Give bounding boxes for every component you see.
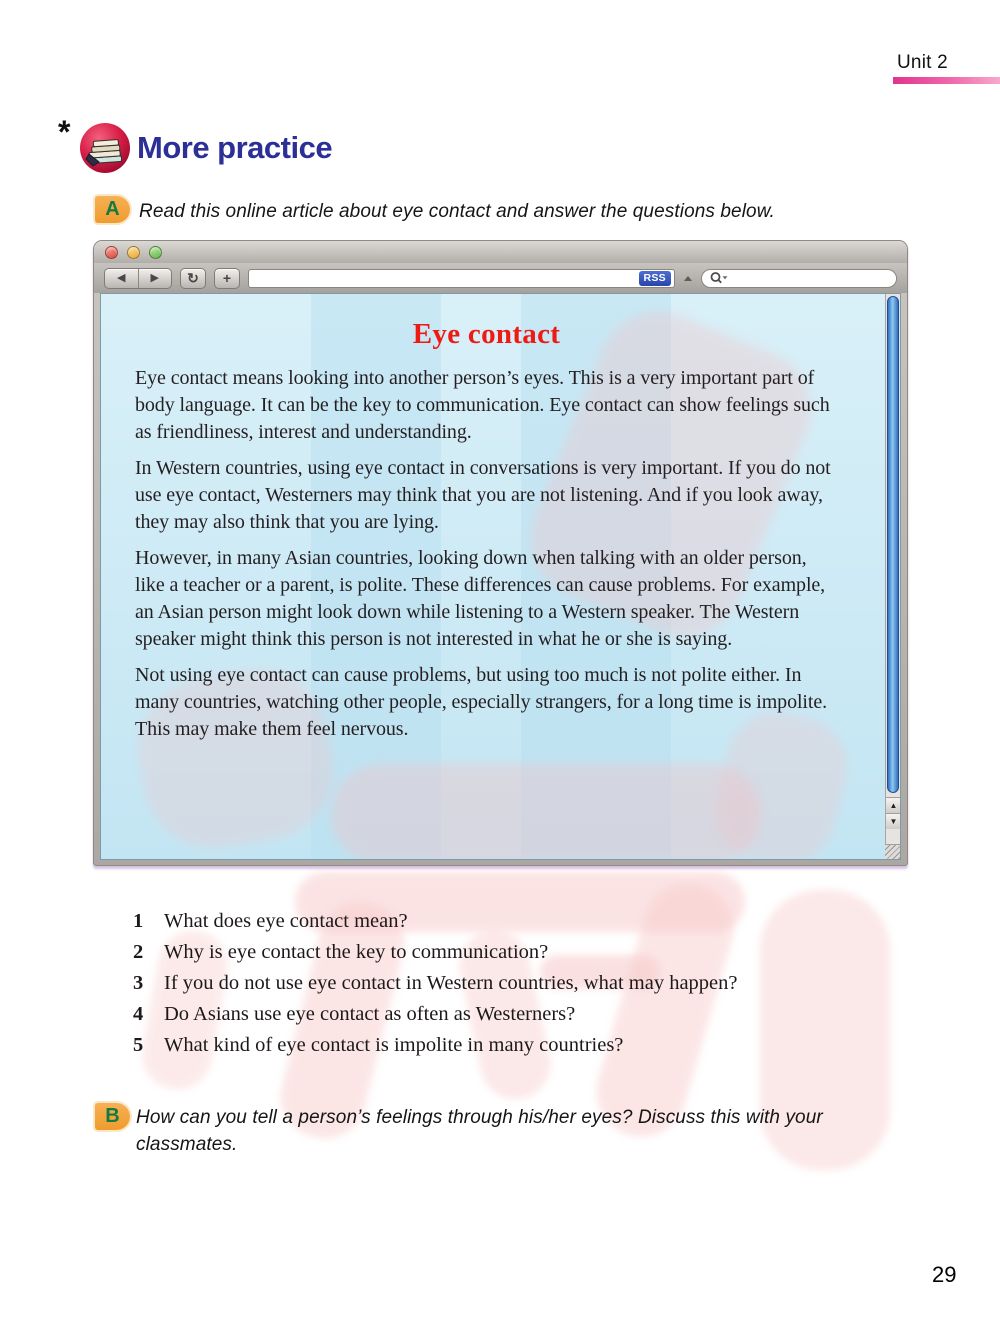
question-number: 1 <box>133 910 144 932</box>
question-number: 5 <box>133 1034 144 1056</box>
rss-badge[interactable]: RSS <box>639 271 672 286</box>
watermark <box>331 764 761 860</box>
question-text: Why is eye contact the key to communication? <box>164 941 549 963</box>
question-list <box>133 906 839 1061</box>
article-paragraph: Not using eye contact can cause problems, but using too much is not polite either. In many countries, watching other people, especially strangers, for a long time is impolite. This may make them feel nervous. <box>135 664 828 740</box>
search-input[interactable] <box>730 271 896 286</box>
article-paragraph: Eye contact means looking into another person’s eyes. This is a very important part of body language. It can be the key to communication. Eye contact can show feelings such as friendliness, interest and understanding. <box>135 367 830 443</box>
scroll-down-button[interactable]: ▼ <box>886 813 901 829</box>
question-row <box>133 999 839 1030</box>
article-paragraph: In Western countries, using eye contact in conversations is very important. If you do not use eye contact, Westerners may think that you are not listening. And if you look away, they may also think that you are lying. <box>135 457 831 533</box>
new-tab-button[interactable]: + <box>214 268 240 289</box>
question-text: What kind of eye contact is impolite in many countries? <box>164 1034 624 1056</box>
close-window-icon[interactable] <box>105 246 118 259</box>
instruction-a: Read this online article about eye contact and answer the questions below. <box>139 201 775 222</box>
question-text: If you do not use eye contact in Western countries, what may happen? <box>164 972 738 994</box>
minimize-window-icon[interactable] <box>127 246 140 259</box>
address-input[interactable] <box>252 271 639 286</box>
question-text: Do Asians use eye contact as often as Westerners? <box>164 1003 576 1025</box>
article <box>135 318 838 743</box>
browser-titlebar[interactable] <box>94 241 907 263</box>
magnifier-icon <box>709 271 729 285</box>
books-icon <box>79 122 131 174</box>
article-paragraph: However, in many Asian countries, looking down when talking with an older person, like a teacher or a parent, is polite. These differences can cause problems. For example, an Asian person might look down while listening to a Western speaker. The Western speaker might think this person is not interested in what he or she is saying. <box>135 547 826 650</box>
unit-accent-bar <box>893 77 1000 84</box>
badge-b: B <box>95 1103 130 1130</box>
forward-button[interactable]: ▶ <box>150 271 159 284</box>
browser-window <box>93 240 908 866</box>
search-field[interactable] <box>701 269 897 288</box>
address-bar[interactable] <box>248 269 675 288</box>
question-number: 4 <box>133 1003 144 1025</box>
page-number: 29 <box>932 1262 957 1287</box>
question-row <box>133 937 839 968</box>
unit-label: Unit 2 <box>897 52 948 73</box>
scrollbar-thumb[interactable] <box>887 296 899 793</box>
question-number: 2 <box>133 941 144 963</box>
history-nav-group <box>104 268 172 289</box>
instruction-b: How can you tell a person’s feelings through his/her eyes? Discuss this with your classmates. <box>136 1107 823 1155</box>
scrollbar-track[interactable] <box>885 294 900 859</box>
question-row <box>133 906 839 937</box>
browser-content <box>100 293 901 860</box>
asterisk-marker: * <box>58 114 71 150</box>
collapse-caret-icon[interactable] <box>684 276 692 281</box>
section-title: More practice <box>137 130 333 165</box>
reload-button[interactable]: ↻ <box>180 268 206 289</box>
browser-toolbar <box>94 263 907 293</box>
scroll-up-button[interactable]: ▲ <box>886 797 901 813</box>
zoom-window-icon[interactable] <box>149 246 162 259</box>
question-text: What does eye contact mean? <box>164 910 408 932</box>
badge-a: A <box>95 196 130 223</box>
article-title: Eye contact <box>412 318 561 350</box>
resize-grip[interactable] <box>885 844 900 859</box>
question-row <box>133 1030 839 1061</box>
back-button[interactable]: ◀ <box>117 271 126 284</box>
question-number: 3 <box>133 972 144 994</box>
question-row <box>133 968 839 999</box>
